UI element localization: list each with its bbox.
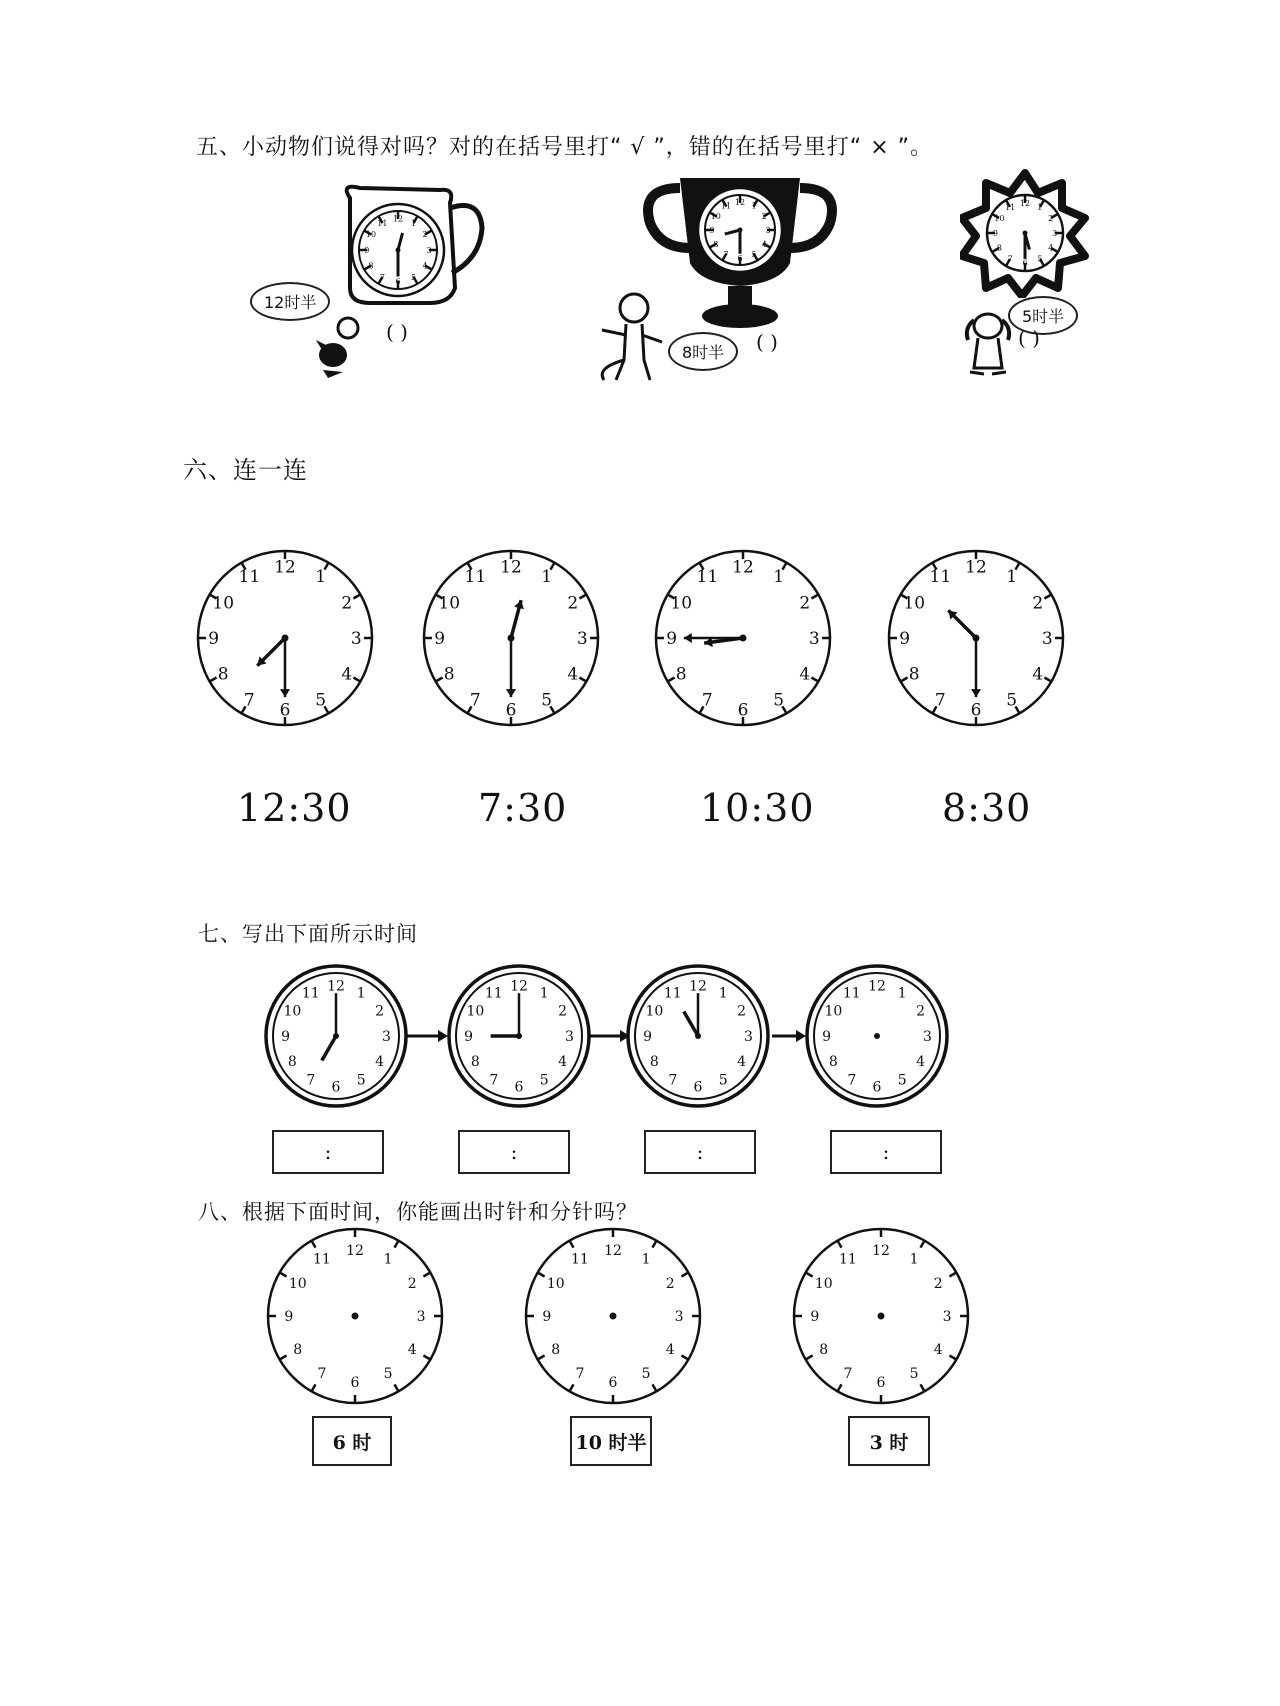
clock-number: 6 xyxy=(514,1079,524,1096)
clock-number: 4 xyxy=(375,1054,385,1071)
section7-clock-row xyxy=(0,958,1280,1108)
clock-number: 4 xyxy=(567,664,579,685)
clock-number: 9 xyxy=(364,245,370,255)
clock-number: 1 xyxy=(356,985,366,1002)
clock-number: 8 xyxy=(819,1341,829,1358)
answer-box-1[interactable]: : xyxy=(272,1130,384,1174)
monkey-character-icon xyxy=(596,290,666,385)
clock-number: 7 xyxy=(243,690,255,711)
clock-number: 11 xyxy=(696,567,719,588)
answer-box-3[interactable]: : xyxy=(644,1130,756,1174)
clock-number: 9 xyxy=(284,1308,294,1325)
clock-number: 6 xyxy=(737,700,749,721)
clock-center-dot xyxy=(874,1033,880,1039)
clock-number: 8 xyxy=(287,1054,297,1071)
pitcher-clock-face xyxy=(352,204,444,296)
clock-number: 4 xyxy=(422,261,428,271)
clock-number: 5 xyxy=(1037,254,1043,264)
clock-number: 12 xyxy=(965,557,987,578)
clock-number: 3 xyxy=(426,245,432,255)
clock-number: 10 xyxy=(670,593,693,614)
clock-number: 5 xyxy=(541,690,553,711)
answer-paren-3[interactable]: ( ) xyxy=(1018,326,1040,350)
clock-number: 10 xyxy=(438,593,461,614)
sun-clock-face xyxy=(987,195,1063,271)
clock-number: 10 xyxy=(546,1275,565,1292)
section6-clock xyxy=(198,551,372,725)
clock-number: 7 xyxy=(723,250,729,260)
clock-number: 1 xyxy=(773,567,785,588)
pitcher-clock-illustration xyxy=(330,178,490,313)
clock-number: 8 xyxy=(828,1054,838,1071)
clock-number: 11 xyxy=(720,201,732,211)
arrow-icon xyxy=(772,1030,806,1042)
clock-number: 7 xyxy=(489,1072,499,1089)
clock-number: 11 xyxy=(301,985,320,1002)
clock-number: 9 xyxy=(822,1028,832,1045)
clock-number: 10 xyxy=(645,1003,664,1020)
section8-blank-clock xyxy=(794,1229,968,1403)
clock-number: 5 xyxy=(897,1072,907,1089)
answer-box-4[interactable]: : xyxy=(830,1130,942,1174)
clock-number: 10 xyxy=(283,1003,302,1020)
clock-number: 1 xyxy=(539,985,549,1002)
clock-number: 1 xyxy=(1006,567,1018,588)
hand-arrow xyxy=(280,689,290,697)
clock-number: 10 xyxy=(212,593,235,614)
clock-center-dot xyxy=(352,1313,359,1320)
clock-number: 10 xyxy=(365,230,377,240)
clock-number: 3 xyxy=(743,1028,753,1045)
clock-number: 9 xyxy=(281,1028,291,1045)
clock-center-dot xyxy=(878,1313,885,1320)
clock-number: 5 xyxy=(411,272,417,282)
clock-number: 7 xyxy=(843,1366,853,1383)
clock-number: 2 xyxy=(422,230,428,240)
clock-number: 1 xyxy=(718,985,728,1002)
clock-number: 4 xyxy=(1048,243,1054,253)
clock-number: 10 xyxy=(814,1275,833,1292)
time-label-1[interactable]: 12:30 xyxy=(237,786,352,830)
clock-number: 12 xyxy=(734,197,746,207)
clock-number: 12 xyxy=(872,1242,890,1259)
sun-clock-illustration xyxy=(960,168,1090,298)
clock-number: 4 xyxy=(1032,664,1044,685)
clock-number: 12 xyxy=(392,214,404,224)
clock-number: 2 xyxy=(1048,213,1054,223)
clock-number: 4 xyxy=(933,1341,943,1358)
clock-number: 7 xyxy=(575,1366,585,1383)
answer-box-2[interactable]: : xyxy=(458,1130,570,1174)
section5-heading: 五、小动物们说得对吗？对的在括号里打“ √ ”，错的在括号里打“ × ”。 xyxy=(196,135,934,160)
speech-bubble-2: 8时半 xyxy=(668,332,738,371)
hand-arrow xyxy=(684,633,692,643)
clock-number: 4 xyxy=(761,239,767,249)
clock-number: 12 xyxy=(604,1242,622,1259)
clock-number: 6 xyxy=(872,1079,882,1096)
time-box-3: 3 时 xyxy=(848,1416,930,1466)
clock-number: 5 xyxy=(751,250,757,260)
clock-number: 2 xyxy=(558,1003,568,1020)
clock-number: 6 xyxy=(970,700,982,721)
speech-bubble-1: 12时半 xyxy=(250,282,330,321)
clock-number: 6 xyxy=(737,253,743,263)
clock-number: 6 xyxy=(608,1375,618,1392)
clock-number: 4 xyxy=(407,1341,417,1358)
clock-number: 8 xyxy=(908,664,920,685)
clock-number: 12 xyxy=(274,557,296,578)
pitcher-clock xyxy=(352,204,444,296)
clock-number: 3 xyxy=(350,628,362,649)
clock-number: 4 xyxy=(558,1054,568,1071)
clock-number: 9 xyxy=(992,228,998,238)
clock-number: 10 xyxy=(710,211,721,221)
trophy-clock-face xyxy=(698,188,782,272)
clock-number: 12 xyxy=(346,1242,364,1259)
clock-number: 11 xyxy=(464,567,487,588)
clock-number: 5 xyxy=(1006,690,1018,711)
clock-number: 12 xyxy=(510,978,528,995)
clock-number: 1 xyxy=(897,985,907,1002)
answer-paren-1[interactable]: ( ) xyxy=(386,320,408,344)
clock-number: 11 xyxy=(484,985,503,1002)
clock-number: 10 xyxy=(994,213,1005,223)
clock-number: 8 xyxy=(649,1054,659,1071)
section8-clock-row xyxy=(0,1225,1280,1405)
clock-number: 7 xyxy=(317,1366,327,1383)
clock-number: 8 xyxy=(713,239,719,249)
clock-number: 7 xyxy=(934,690,946,711)
clock-center-dot xyxy=(610,1313,617,1320)
section7-heading: 七、写出下面所示时间 xyxy=(198,922,418,946)
clock-number: 2 xyxy=(799,593,811,614)
clock-number: 10 xyxy=(903,593,926,614)
clock-number: 3 xyxy=(416,1308,426,1325)
clock-number: 6 xyxy=(395,277,401,286)
clock-number: 9 xyxy=(666,628,678,649)
section7-clock xyxy=(266,966,406,1106)
clock-number: 5 xyxy=(641,1366,651,1383)
clock-number: 9 xyxy=(208,628,220,649)
dog-character-icon xyxy=(958,308,1018,383)
clock-number: 4 xyxy=(341,664,353,685)
section6-clock xyxy=(424,551,598,725)
time-label-3[interactable]: 10:30 xyxy=(700,786,815,830)
clock-number: 9 xyxy=(810,1308,820,1325)
clock-number: 2 xyxy=(916,1003,926,1020)
clock-number: 1 xyxy=(315,567,327,588)
arrow-icon xyxy=(407,1030,448,1042)
clock-number: 8 xyxy=(217,664,229,685)
clock-number: 12 xyxy=(732,557,754,578)
clock-number: 8 xyxy=(675,664,687,685)
clock-number: 11 xyxy=(839,1251,857,1268)
clock-number: 9 xyxy=(542,1308,552,1325)
clock-number: 12 xyxy=(868,978,886,995)
clock-number: 2 xyxy=(737,1003,747,1020)
clock-number: 1 xyxy=(1037,203,1043,213)
section8-blank-clock xyxy=(268,1229,442,1403)
clock-number: 12 xyxy=(327,978,345,995)
sun-clock xyxy=(987,195,1063,271)
hand-arrow xyxy=(971,689,981,697)
clock-number: 1 xyxy=(751,201,757,211)
clock-number: 11 xyxy=(238,567,261,588)
clock-number: 2 xyxy=(761,211,767,221)
clock-number: 2 xyxy=(933,1275,943,1292)
clock-number: 6 xyxy=(693,1079,703,1096)
trophy-clock-illustration xyxy=(640,168,840,333)
clock-number: 7 xyxy=(379,272,385,282)
clock-number: 3 xyxy=(808,628,820,649)
clock-number: 11 xyxy=(313,1251,331,1268)
clock-number: 1 xyxy=(411,218,417,228)
time-label-4[interactable]: 8:30 xyxy=(942,786,1032,830)
clock-number: 10 xyxy=(288,1275,307,1292)
clock-number: 2 xyxy=(375,1003,385,1020)
clock-number: 8 xyxy=(368,261,374,271)
clock-number: 3 xyxy=(1041,628,1053,649)
clock-number: 4 xyxy=(916,1054,926,1071)
section6-heading: 六、连一连 xyxy=(183,456,308,484)
clock-number: 7 xyxy=(306,1072,316,1089)
clock-number: 5 xyxy=(909,1366,919,1383)
clock-number: 11 xyxy=(929,567,952,588)
section7-clock xyxy=(449,966,589,1106)
clock-number: 12 xyxy=(689,978,707,995)
clock-number: 7 xyxy=(847,1072,857,1089)
time-box-1: 6 时 xyxy=(312,1416,392,1466)
clock-number: 11 xyxy=(842,985,861,1002)
section6-clock-row xyxy=(0,540,1280,740)
trophy-clock xyxy=(698,188,782,272)
clock-number: 9 xyxy=(643,1028,653,1045)
clock-number: 2 xyxy=(665,1275,675,1292)
clock-number: 11 xyxy=(663,985,682,1002)
clock-number: 3 xyxy=(1052,228,1058,238)
clock-number: 7 xyxy=(701,690,713,711)
clock-number: 5 xyxy=(718,1072,728,1089)
clock-number: 3 xyxy=(564,1028,574,1045)
clock-number: 6 xyxy=(505,700,517,721)
clock-number: 3 xyxy=(576,628,588,649)
clock-number: 11 xyxy=(1005,203,1016,213)
clock-number: 11 xyxy=(377,218,388,228)
clock-number: 7 xyxy=(1007,254,1013,264)
answer-paren-2[interactable]: ( ) xyxy=(756,330,778,354)
time-box-2: 10 时半 xyxy=(570,1416,652,1466)
section6-clock xyxy=(656,551,830,725)
clock-number: 1 xyxy=(641,1251,651,1268)
section8-heading: 八、根据下面时间，你能画出时针和分针吗？ xyxy=(198,1200,638,1224)
clock-number: 6 xyxy=(279,700,291,721)
clock-number: 5 xyxy=(315,690,327,711)
clock-number: 4 xyxy=(799,664,811,685)
clock-number: 9 xyxy=(899,628,911,649)
cat-character-icon xyxy=(308,310,378,380)
hour-hand xyxy=(322,1036,336,1061)
clock-number: 4 xyxy=(665,1341,675,1358)
clock-number: 8 xyxy=(470,1054,480,1071)
clock-number: 2 xyxy=(567,593,579,614)
clock-number: 2 xyxy=(1032,593,1044,614)
clock-number: 8 xyxy=(293,1341,303,1358)
clock-number: 12 xyxy=(1019,199,1031,209)
section7-clock xyxy=(628,966,768,1106)
section8-blank-clock xyxy=(526,1229,700,1403)
clock-number: 6 xyxy=(350,1375,360,1392)
clock-number: 8 xyxy=(443,664,455,685)
clock-number: 1 xyxy=(909,1251,919,1268)
hand-arrow xyxy=(506,689,516,697)
clock-number: 5 xyxy=(383,1366,393,1383)
arrow-icon xyxy=(590,1030,630,1042)
clock-number: 8 xyxy=(996,243,1002,253)
section6-clock xyxy=(889,551,1063,725)
clock-number: 11 xyxy=(571,1251,589,1268)
clock-number: 4 xyxy=(737,1054,747,1071)
section7-clock xyxy=(807,966,947,1106)
clock-number: 2 xyxy=(341,593,353,614)
clock-number: 1 xyxy=(541,567,553,588)
time-label-2[interactable]: 7:30 xyxy=(478,786,568,830)
hour-hand xyxy=(684,1011,698,1036)
clock-number: 6 xyxy=(331,1079,341,1096)
clock-number: 5 xyxy=(539,1072,549,1089)
clock-number: 3 xyxy=(381,1028,391,1045)
clock-number: 3 xyxy=(674,1308,684,1325)
clock-number: 9 xyxy=(434,628,446,649)
clock-number: 2 xyxy=(407,1275,417,1292)
clock-number: 6 xyxy=(1022,258,1028,268)
speech-bubble-3: 5时半 xyxy=(1008,296,1078,335)
clock-number: 7 xyxy=(469,690,481,711)
clock-number: 9 xyxy=(464,1028,474,1045)
clock-number: 9 xyxy=(709,225,715,235)
clock-number: 12 xyxy=(500,557,522,578)
clock-number: 10 xyxy=(466,1003,485,1020)
clock-number: 6 xyxy=(876,1375,886,1392)
clock-number: 3 xyxy=(922,1028,932,1045)
clock-number: 5 xyxy=(356,1072,366,1089)
clock-number: 3 xyxy=(942,1308,952,1325)
clock-number: 1 xyxy=(383,1251,393,1268)
clock-number: 7 xyxy=(668,1072,678,1089)
clock-number: 5 xyxy=(773,690,785,711)
clock-number: 10 xyxy=(824,1003,843,1020)
clock-number: 8 xyxy=(551,1341,561,1358)
clock-number: 3 xyxy=(765,225,771,235)
